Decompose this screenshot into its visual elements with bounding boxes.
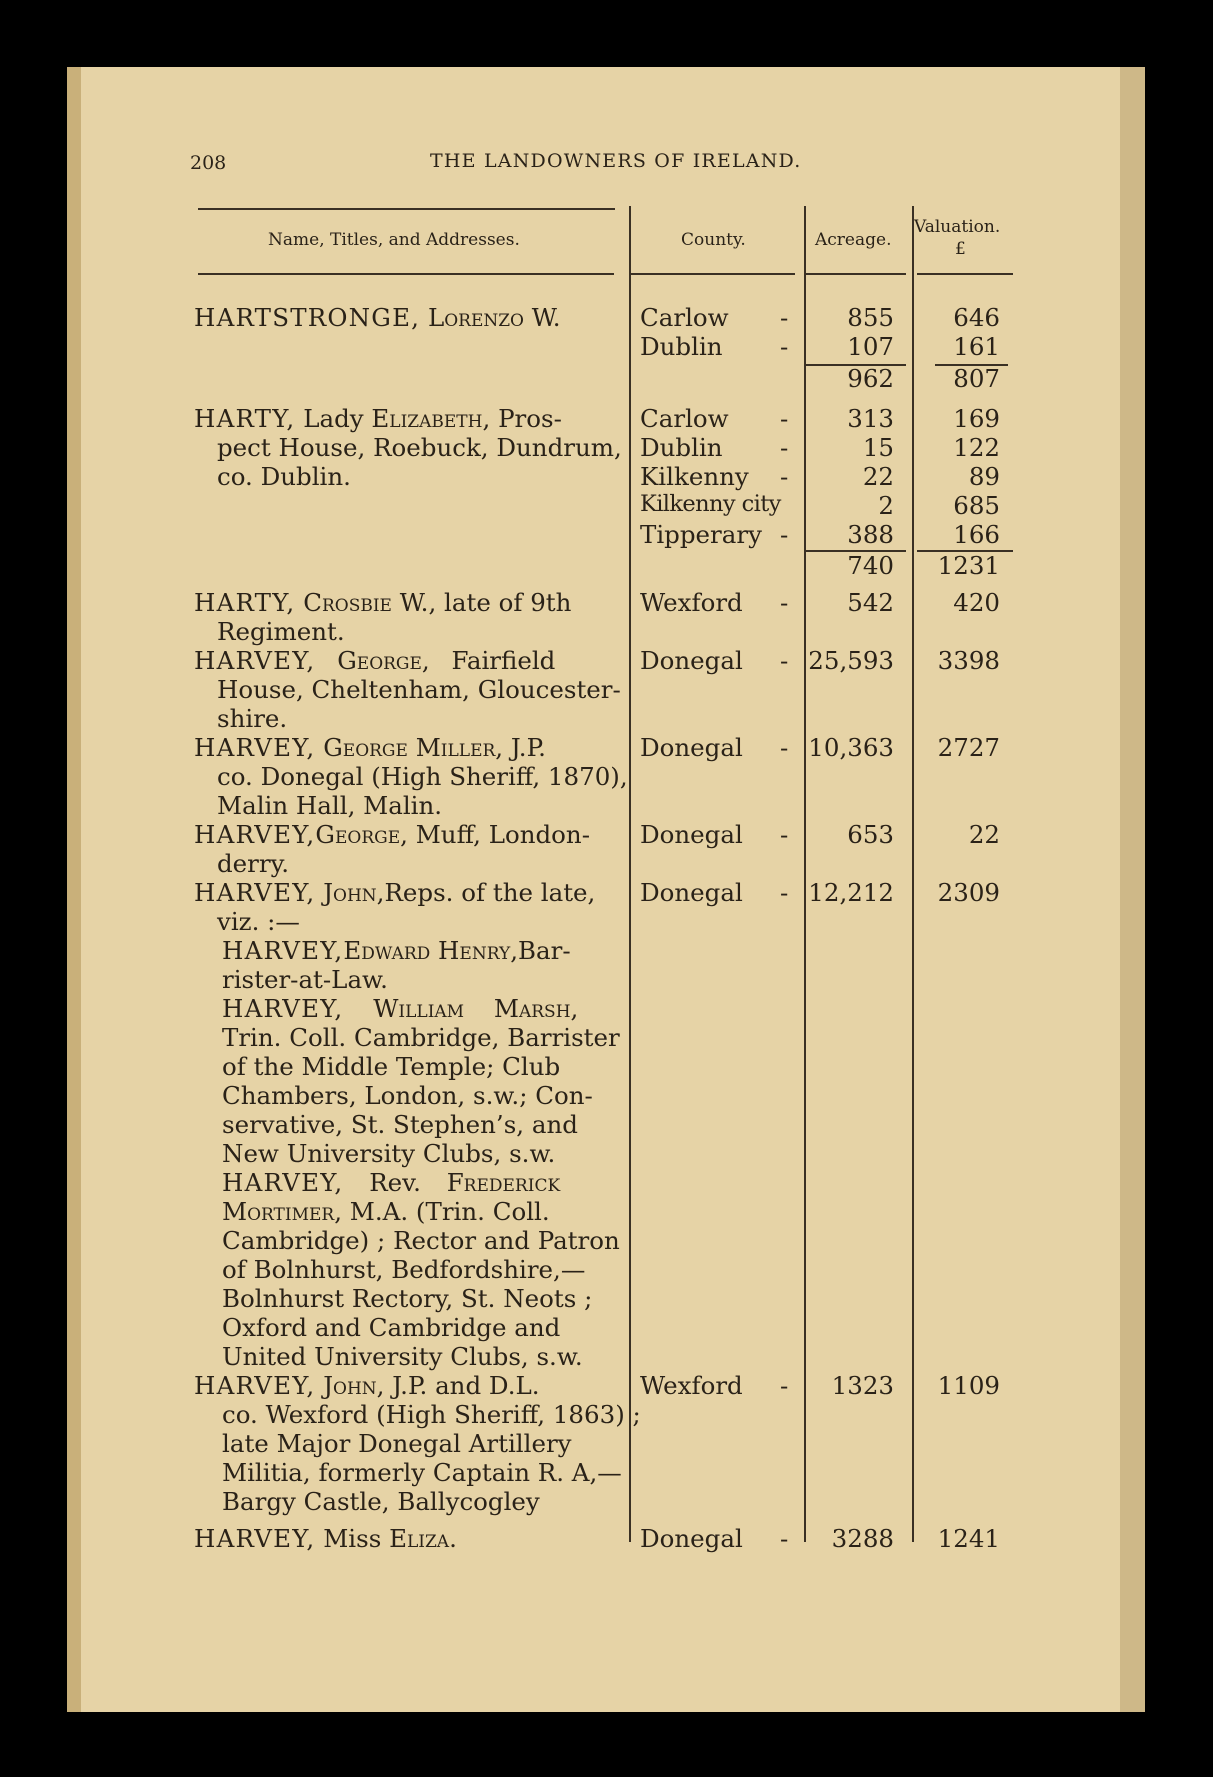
county-cell: Wexford: [640, 1371, 743, 1400]
county-cell: Dublin: [640, 433, 723, 462]
acreage-cell: 107: [847, 332, 894, 361]
entry-harvey-john-reps: HARVEY, John,Reps. of the late,: [194, 878, 596, 907]
entry-text-line: co. Wexford (High Sheriff, 1863) ;: [222, 1400, 641, 1429]
valuation-unit: £: [955, 239, 966, 259]
entry-harvey-john-jp: HARVEY, John, J.P. and D.L.: [194, 1371, 540, 1400]
county-cell: Donegal: [640, 733, 743, 762]
entry-hartstronge: HARTSTRONGE, Lorenzo W.: [194, 303, 561, 332]
sub-entry-frederick-mortimer: HARVEY, Rev. Frederick: [222, 1168, 561, 1197]
county-dash: -: [780, 1371, 789, 1400]
county-dash: -: [780, 878, 789, 907]
valuation-cell: 169: [953, 404, 1000, 433]
acreage-cell: 542: [847, 588, 894, 617]
entry-text-line: viz. :—: [217, 907, 300, 936]
county-cell: Donegal: [640, 1524, 743, 1553]
header-bottom-rule-valuation: [917, 273, 1013, 275]
valuation-cell: 646: [953, 303, 1000, 332]
valuation-cell: 685: [953, 491, 1000, 520]
entry-text-line: derry.: [217, 849, 289, 878]
county-dash: -: [780, 1524, 789, 1553]
entry-text-line: servative, St. Stephen’s, and: [222, 1110, 578, 1139]
county-dash: -: [780, 303, 789, 332]
valuation-cell: 1109: [937, 1371, 1000, 1400]
entry-harvey-george: HARVEY, George, Fairfield: [194, 646, 556, 675]
sub-entry-edward-henry: HARVEY,Edward Henry,Bar-: [222, 936, 571, 965]
entry-harvey-george-miller: HARVEY, George Miller, J.P.: [194, 733, 546, 762]
header-bottom-rule-county: [630, 273, 795, 275]
acreage-cell: 15: [862, 433, 894, 462]
county-cell: Carlow: [640, 303, 729, 332]
valuation-cell: 166: [953, 520, 1000, 549]
acreage-cell: 22: [862, 462, 894, 491]
acreage-cell: 10,363: [808, 733, 894, 762]
county-dash: -: [780, 733, 789, 762]
county-cell: Dublin: [640, 332, 723, 361]
column-header-acreage: Acreage.: [815, 230, 892, 250]
entry-text-line: pect House, Roebuck, Dundrum,: [217, 433, 622, 462]
entry-text-line: Bolnhurst Rectory, St. Neots ;: [222, 1284, 593, 1313]
acreage-total: 740: [847, 551, 894, 580]
county-dash: -: [780, 820, 789, 849]
valuation-cell: 2309: [937, 878, 1000, 907]
entry-text-line: United University Clubs, s.w.: [222, 1342, 583, 1371]
acreage-cell: 313: [847, 404, 894, 433]
county-cell: Kilkenny city: [640, 491, 781, 517]
county-dash: -: [780, 646, 789, 675]
entry-text-line: of the Middle Temple; Club: [222, 1052, 561, 1081]
column-header-name: Name, Titles, and Addresses.: [268, 230, 520, 250]
entry-text-line: rister-at-Law.: [222, 965, 388, 994]
valuation-cell: 1241: [937, 1524, 1000, 1553]
valuation-cell: 420: [953, 588, 1000, 617]
valuation-total: 807: [953, 364, 1000, 393]
valuation-cell: 3398: [937, 646, 1000, 675]
entry-harty-elizabeth: HARTY, Lady Elizabeth, Pros-: [194, 404, 562, 433]
county-dash: -: [780, 520, 789, 549]
entry-text-line: shire.: [217, 704, 288, 733]
header-bottom-rule-name: [198, 273, 614, 275]
acreage-cell: 653: [847, 820, 894, 849]
entry-harvey-george-muff: HARVEY,George, Muff, London-: [194, 820, 590, 849]
acreage-cell: 2: [878, 491, 894, 520]
page-right-edge: [1120, 67, 1145, 1712]
running-title: THE LANDOWNERS OF IRELAND.: [430, 150, 802, 172]
acreage-total: 962: [847, 364, 894, 393]
county-cell: Donegal: [640, 878, 743, 907]
page-left-edge: [67, 67, 81, 1712]
acreage-cell: 12,212: [808, 878, 894, 907]
column-header-county: County.: [681, 230, 746, 250]
valuation-cell: 89: [968, 462, 1000, 491]
acreage-cell: 1323: [831, 1371, 894, 1400]
county-cell: Donegal: [640, 646, 743, 675]
valuation-cell: 22: [968, 820, 1000, 849]
entry-text-line: co. Dublin.: [217, 462, 351, 491]
column-header-valuation: Valuation.: [914, 217, 1001, 237]
entry-text-line: co. Donegal (High Sheriff, 1870),: [217, 762, 628, 791]
entry-text-line: Militia, formerly Captain R. A,—: [222, 1458, 622, 1487]
acreage-cell: 25,593: [808, 646, 894, 675]
entry-text-line: of Bolnhurst, Bedfordshire,—: [222, 1255, 586, 1284]
entry-text-line: Cambridge) ; Rector and Patron: [222, 1226, 620, 1255]
entry-text-line: Oxford and Cambridge and: [222, 1313, 561, 1342]
valuation-cell: 161: [953, 332, 1000, 361]
entry-text-line: Chambers, London, s.w.; Con-: [222, 1081, 593, 1110]
entry-text-line: Mortimer, M.A. (Trin. Coll.: [222, 1197, 550, 1226]
county-dash: -: [780, 404, 789, 433]
sub-entry-william-marsh: HARVEY, William Marsh,: [222, 994, 579, 1023]
column-divider-county: [629, 206, 631, 1542]
page-number: 208: [190, 152, 227, 174]
header-top-rule: [198, 208, 615, 210]
entry-text-line: late Major Donegal Artillery: [222, 1429, 572, 1458]
entry-text-line: Trin. Coll. Cambridge, Barrister: [222, 1023, 620, 1052]
county-cell: Wexford: [640, 588, 743, 617]
entry-text-line: House, Cheltenham, Gloucester-: [217, 675, 621, 704]
county-dash: -: [780, 588, 789, 617]
acreage-cell: 3288: [831, 1524, 894, 1553]
county-cell: Kilkenny: [640, 462, 749, 491]
entry-text-line: Bargy Castle, Ballycogley: [222, 1487, 540, 1516]
header-bottom-rule-acreage: [806, 273, 906, 275]
county-cell: Donegal: [640, 820, 743, 849]
county-dash: -: [780, 332, 789, 361]
county-dash: -: [780, 462, 789, 491]
county-dash: -: [780, 433, 789, 462]
county-cell: Tipperary: [640, 520, 762, 549]
acreage-cell: 855: [847, 303, 894, 332]
valuation-total: 1231: [937, 551, 1000, 580]
entry-text-line: Regiment.: [217, 617, 345, 646]
entry-text-line: Malin Hall, Malin.: [217, 791, 443, 820]
entry-text-line: New University Clubs, s.w.: [222, 1139, 556, 1168]
entry-harty-crosbie: HARTY, Crosbie W., late of 9th: [194, 588, 572, 617]
valuation-cell: 122: [953, 433, 1000, 462]
valuation-cell: 2727: [937, 733, 1000, 762]
entry-harvey-eliza: HARVEY, Miss Eliza.: [194, 1524, 457, 1553]
acreage-cell: 388: [847, 520, 894, 549]
county-cell: Carlow: [640, 404, 729, 433]
